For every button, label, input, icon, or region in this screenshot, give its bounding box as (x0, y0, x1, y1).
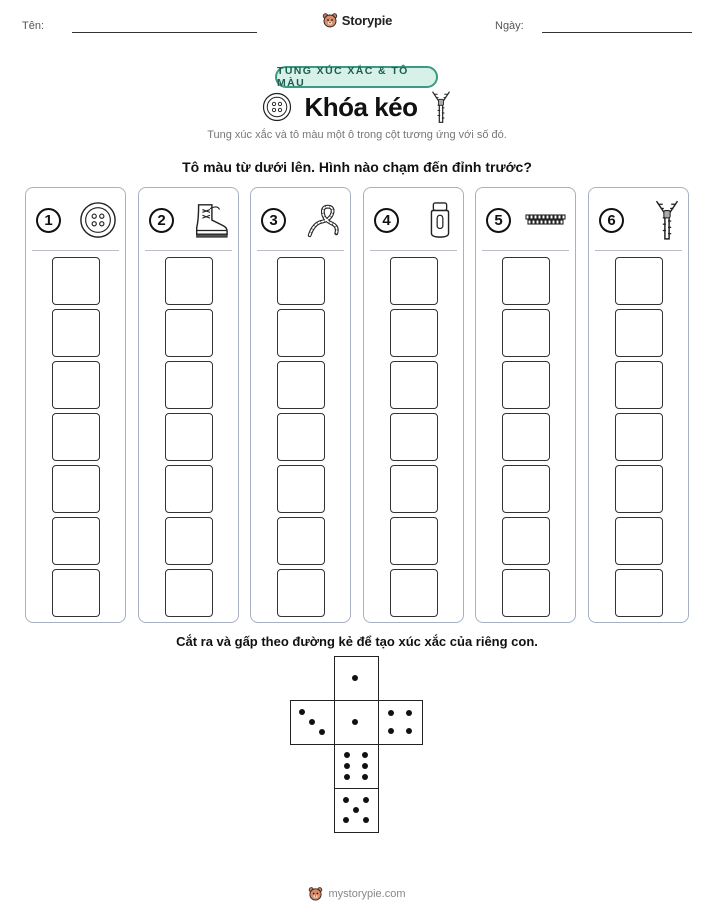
column-2 (138, 187, 239, 623)
column-number: 1 (36, 208, 61, 233)
die-face-5 (334, 788, 379, 833)
color-box[interactable] (502, 257, 550, 305)
zipper-teeth-icon (525, 212, 567, 228)
footer (0, 886, 714, 901)
color-box[interactable] (615, 569, 663, 617)
pip (362, 774, 368, 780)
page-title: Khóa kéo (304, 91, 418, 122)
color-box[interactable] (615, 517, 663, 565)
pip (406, 710, 412, 716)
color-box[interactable] (165, 361, 213, 409)
color-box[interactable] (277, 309, 325, 357)
color-box[interactable] (502, 309, 550, 357)
zipper-icon (430, 90, 452, 124)
subtitle: Tung xúc xắc và tô màu một ô trong cột tương ứng với số đó. (207, 129, 507, 141)
color-box[interactable] (502, 465, 550, 513)
column-number: 6 (599, 208, 624, 233)
pip (299, 709, 305, 715)
column-header (599, 200, 680, 240)
color-box[interactable] (390, 517, 438, 565)
color-box[interactable] (502, 517, 550, 565)
color-box[interactable] (277, 413, 325, 461)
color-box[interactable] (52, 257, 100, 305)
bear-logo-icon (322, 12, 338, 28)
column-6 (588, 187, 689, 623)
pip (344, 763, 350, 769)
color-box[interactable] (502, 569, 550, 617)
column-divider (482, 250, 569, 251)
column-divider (595, 250, 682, 251)
column-header (36, 200, 117, 240)
pip (406, 728, 412, 734)
bear-logo-icon (308, 886, 323, 901)
column-number: 2 (149, 208, 174, 233)
column-header (149, 200, 230, 240)
name-label: Tên: (22, 20, 45, 32)
column-header (374, 200, 455, 240)
die-face-4 (378, 700, 423, 745)
box-stack (589, 257, 688, 621)
color-box[interactable] (277, 257, 325, 305)
column-number: 5 (486, 208, 511, 233)
color-box[interactable] (502, 361, 550, 409)
footer-url[interactable]: mystorypie.com (328, 887, 406, 900)
color-box[interactable] (165, 465, 213, 513)
color-box[interactable] (52, 517, 100, 565)
brand-name: Storypie (341, 12, 393, 28)
pip (362, 763, 368, 769)
color-box[interactable] (615, 465, 663, 513)
column-number: 4 (374, 208, 399, 233)
box-stack (476, 257, 575, 621)
color-box[interactable] (165, 309, 213, 357)
die-face-1 (334, 656, 379, 701)
box-stack (26, 257, 125, 621)
pip (343, 817, 349, 823)
color-box[interactable] (277, 517, 325, 565)
pip (353, 807, 359, 813)
column-3 (250, 187, 351, 623)
zipper-pull-icon (425, 201, 455, 239)
column-divider (257, 250, 344, 251)
column-header (486, 200, 567, 240)
title-row (0, 90, 714, 124)
column-5 (475, 187, 576, 623)
boot-icon (190, 201, 230, 239)
pip (343, 797, 349, 803)
pip (344, 774, 350, 780)
date-line[interactable] (542, 32, 692, 33)
color-box[interactable] (502, 413, 550, 461)
pip (388, 710, 394, 716)
color-box[interactable] (52, 361, 100, 409)
column-header (261, 200, 342, 240)
name-line[interactable] (72, 32, 257, 33)
color-box[interactable] (52, 309, 100, 357)
color-box[interactable] (390, 257, 438, 305)
color-box[interactable] (615, 361, 663, 409)
color-box[interactable] (165, 517, 213, 565)
instruction: Tô màu từ dưới lên. Hình nào chạm đến đỉnh trước? (182, 159, 532, 175)
color-box[interactable] (277, 569, 325, 617)
color-box[interactable] (615, 413, 663, 461)
color-box[interactable] (165, 413, 213, 461)
die-instruction: Cắt ra và gấp theo đường kẻ để tạo xúc xắc của riêng con. (176, 634, 538, 649)
pip (363, 817, 369, 823)
column-number: 3 (261, 208, 286, 233)
color-box[interactable] (615, 257, 663, 305)
die-face-1-center (334, 700, 379, 745)
box-stack (364, 257, 463, 621)
pip (319, 729, 325, 735)
color-box[interactable] (390, 465, 438, 513)
color-box[interactable] (52, 413, 100, 461)
color-box[interactable] (390, 309, 438, 357)
color-box[interactable] (390, 413, 438, 461)
color-box[interactable] (165, 569, 213, 617)
box-stack (139, 257, 238, 621)
color-box[interactable] (615, 309, 663, 357)
pip (344, 752, 350, 758)
column-4 (363, 187, 464, 623)
pip (352, 719, 358, 725)
pip (388, 728, 394, 734)
pip (362, 752, 368, 758)
color-box[interactable] (165, 257, 213, 305)
button-icon (262, 92, 292, 122)
column-divider (32, 250, 119, 251)
activity-badge: TUNG XÚC XẮC & TÔ MÀU (275, 66, 438, 88)
die-face-6 (334, 744, 379, 789)
rope-icon (304, 201, 342, 239)
die-face-3 (290, 700, 335, 745)
pip (309, 719, 315, 725)
brand-logo (0, 12, 714, 28)
color-box[interactable] (52, 465, 100, 513)
column-1 (25, 187, 126, 623)
column-divider (370, 250, 457, 251)
date-label: Ngày: (495, 20, 524, 32)
pip (363, 797, 369, 803)
zipper-icon (654, 199, 680, 241)
box-stack (251, 257, 350, 621)
pip (352, 675, 358, 681)
color-box[interactable] (277, 361, 325, 409)
color-box[interactable] (390, 569, 438, 617)
color-box[interactable] (277, 465, 325, 513)
button-icon (79, 201, 117, 239)
color-box[interactable] (52, 569, 100, 617)
color-box[interactable] (390, 361, 438, 409)
column-divider (145, 250, 232, 251)
